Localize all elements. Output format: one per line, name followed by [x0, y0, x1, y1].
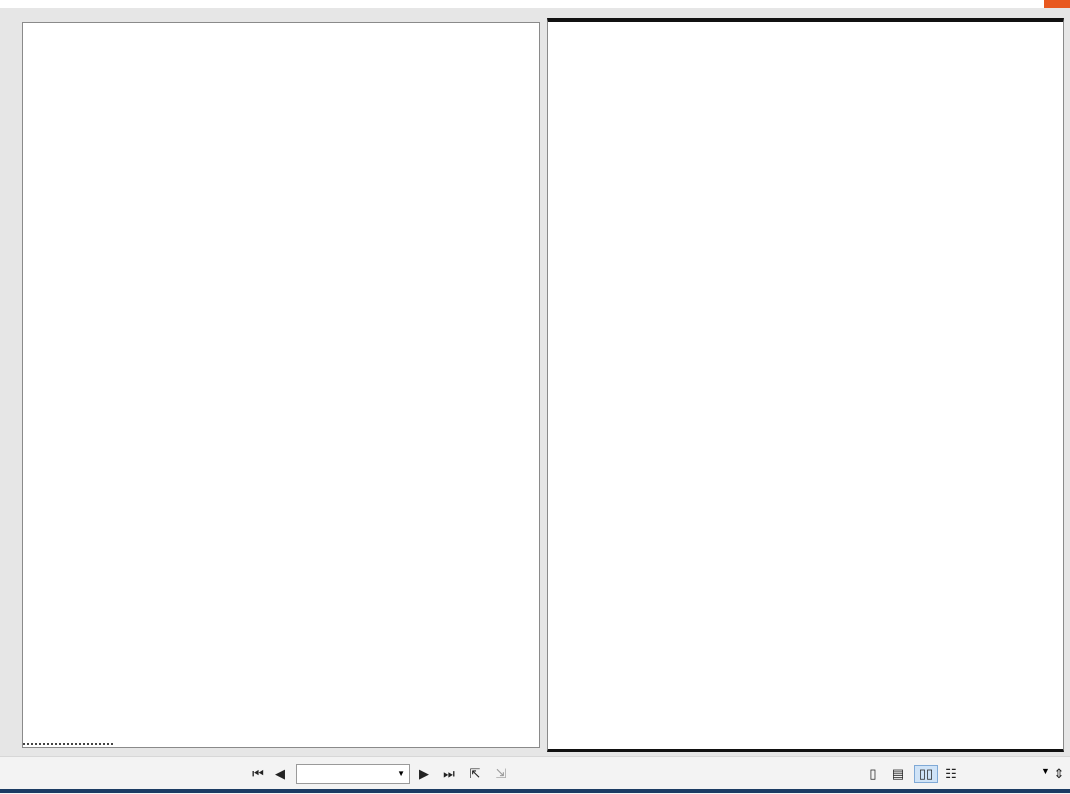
last-page-icon[interactable]: ⏭ — [443, 766, 455, 781]
scan-smudge — [23, 743, 113, 745]
top-strip — [0, 0, 1070, 8]
first-page-icon[interactable]: ⏮ — [252, 766, 264, 781]
page-number-input[interactable] — [296, 764, 410, 784]
previous-page-icon[interactable]: ◀ — [275, 766, 285, 781]
zoom-stepper-icon[interactable]: ⇕ — [1053, 766, 1065, 781]
zoom-dropdown-icon[interactable]: ▼ — [1041, 766, 1050, 776]
page-right — [547, 18, 1064, 752]
previous-view-icon[interactable]: ⇱ — [469, 766, 481, 781]
continuous-page-icon[interactable]: ▤ — [891, 766, 905, 781]
two-page-continuous-icon[interactable]: ☷ — [945, 766, 957, 781]
next-view-icon[interactable]: ⇲ — [495, 766, 507, 781]
single-page-icon[interactable]: ▯ — [869, 766, 877, 781]
taskbar-strip — [0, 789, 1070, 793]
next-page-icon[interactable]: ▶ — [419, 766, 429, 781]
two-page-icon[interactable]: ▯▯ — [914, 765, 938, 783]
page-left — [22, 22, 540, 748]
chevron-down-icon[interactable]: ▼ — [397, 769, 405, 778]
corner-badge — [1044, 0, 1070, 8]
